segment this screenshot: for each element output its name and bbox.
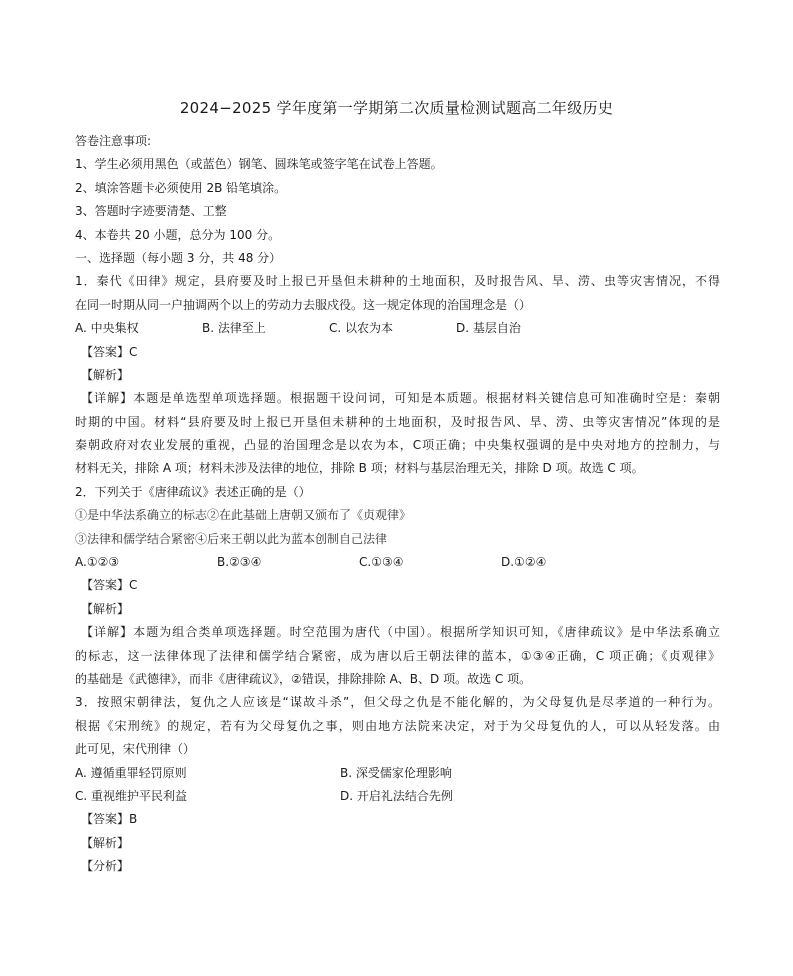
q1-analysis-label: 【解析】	[81, 367, 130, 382]
q1-answer: 【答案】C	[81, 344, 138, 359]
q3-option-b: B. 深受儒家伦理影响	[340, 765, 452, 780]
q3-answer: 【答案】B	[81, 812, 138, 827]
q1-option-d: D. 基层自治	[456, 321, 521, 336]
q1-stem-line: 在同一时期从同一户抽调两个以上的劳动力去服戍役。这一规定体现的治国理念是（）	[75, 297, 532, 312]
q2-stem: 2．下列关于《唐律疏议》表述正确的是（）	[75, 484, 311, 499]
q2-option-a: A.①②③	[75, 555, 120, 570]
notice-heading: 答卷注意事项:	[75, 134, 152, 148]
q1-detail-line: 秦朝政府对农业发展的重视，凸显的治国理念是以农为本，C项正确；中央集权强调的是中央对地方的控制力，与	[75, 438, 720, 453]
q1-option-b: B. 法律至上	[202, 321, 266, 336]
q2-item-line: ③法律和儒学结合紧密④后来王朝以此为蓝本创制自己法律	[75, 531, 388, 546]
notice-item: 2、填涂答题卡必须使用 2B 铅笔填涂。	[75, 180, 287, 195]
q3-options-row-1	[75, 762, 720, 785]
q2-detail-line: 的标志，这一法律体现了法律和儒学结合紧密，成为唐以后王朝法律的蓝本，①③④正确，C 项正确；《贞观律》	[75, 648, 720, 663]
q2-detail-line: 的基础是《武德律》，而非《唐律疏议》，②错误，排除排除 A、B、D 项。故选 C 项。	[75, 671, 532, 686]
q2-answer: 【答案】C	[81, 578, 138, 593]
q3-option-d: D. 开启礼法结合先例	[340, 788, 453, 803]
q3-stem-line: 此可见，宋代刑律（）	[75, 742, 196, 757]
q2-option-c: C.①③④	[359, 555, 404, 570]
q3-stem-line: 根据《宋刑统》的规定，若有为父母复仇之事，则由地方法院来决定，对于为父母复仇的人，可以从轻发落。由	[75, 718, 720, 733]
q1-detail-line: 时期的中国。材料“县府要及时上报已开垦但未耕种的土地面积，及时报告风、旱、涝、虫等灾害情况”体现的是	[75, 414, 720, 429]
exam-content	[75, 130, 720, 879]
q2-option-b: B.②③④	[217, 555, 262, 570]
q3-option-a: A. 遵循重罪轻罚原则	[75, 765, 187, 780]
q3-analysis-label: 【解析】	[81, 835, 130, 850]
q3-option-c: C. 重视维护平民利益	[75, 788, 188, 803]
q2-analysis-label: 【解析】	[81, 601, 130, 616]
q1-detail-line: 材料无关，排除 A 项；材料未涉及法律的地位，排除 B 项；材料与基层治理无关，排除 D 项。故选 C 项。	[75, 461, 644, 476]
notice-item: 3、答题时字迹要清楚、工整	[75, 204, 227, 219]
section-heading: 一、选择题（每小题 3 分，共 48 分）	[75, 250, 282, 265]
q2-item-line: ①是中华法系确立的标志②在此基础上唐朝又颁布了《贞观律》	[75, 508, 412, 523]
q3-stem-line: 3．按照宋朝律法，复仇之人应该是“谋故斗杀”，但父母之仇是不能化解的，为父母复仇是尽孝道的一种行为。	[75, 695, 720, 710]
q1-stem-line: 1．秦代《田律》规定，县府要及时上报已开垦但未耕种的土地面积，及时报告风、旱、涝、虫等灾害情况，不得	[75, 274, 720, 289]
notice-item: 1、学生必须用黑色（或蓝色）钢笔、圆珠笔或签字笔在试卷上答题。	[75, 157, 443, 172]
q1-detail-line: 【详解】本题是单选型单项选择题。根据题干设问词，可知是本质题。根据材料关键信息可知准确时空是：秦朝	[81, 391, 720, 406]
q2-option-d: D.①②④	[501, 555, 547, 570]
q1-options	[75, 317, 720, 340]
q1-option-c: C. 以农为本	[329, 321, 394, 336]
q2-detail-line: 【详解】本题为组合类单项选择题。时空范围为唐代（中国）。根据所学知识可知，《唐律疏议》是中华法系确立	[81, 625, 720, 640]
q2-options	[75, 551, 720, 574]
q3-fenxi-label: 【分析】	[81, 859, 130, 874]
notice-item: 4、本卷共 20 小题，总分为 100 分。	[75, 227, 281, 242]
page-title: 2024−2025 学年度第一学期第二次质量检测试题高二年级历史	[179, 99, 614, 117]
q3-options-row-2	[75, 785, 720, 808]
q1-option-a: A. 中央集权	[75, 321, 139, 336]
